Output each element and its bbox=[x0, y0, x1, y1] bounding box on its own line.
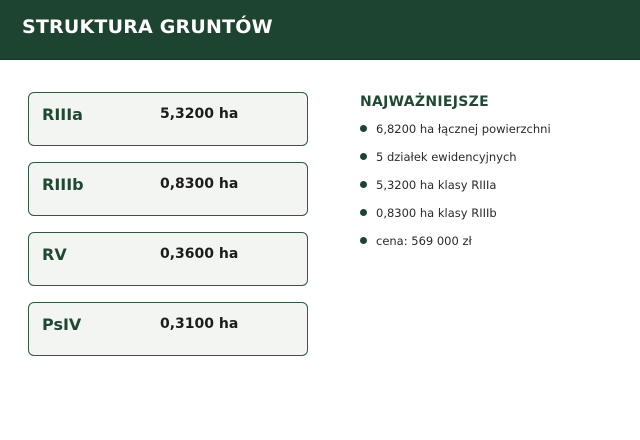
bullet-icon bbox=[360, 153, 367, 160]
summary-item bbox=[360, 178, 630, 206]
summary-list bbox=[360, 122, 630, 262]
soil-area-value: 5,3200 ha bbox=[160, 106, 239, 122]
summary-title: NAJWAŻNIEJSZE bbox=[360, 94, 489, 110]
summary-item-text: cena: 569 000 zł bbox=[376, 234, 472, 248]
summary-item-text: 6,8200 ha łącznej powierzchni bbox=[376, 122, 551, 136]
page-title: STRUKTURA GRUNTÓW bbox=[22, 16, 273, 38]
soil-area-value: 0,3100 ha bbox=[160, 316, 239, 332]
soil-class-label: RIIIb bbox=[42, 175, 84, 194]
soil-card-riiia bbox=[28, 92, 308, 146]
summary-item-text: 5 działek ewidencyjnych bbox=[376, 150, 517, 164]
soil-card-psiv bbox=[28, 302, 308, 356]
bullet-icon bbox=[360, 181, 367, 188]
summary-item bbox=[360, 150, 630, 178]
bullet-icon bbox=[360, 237, 367, 244]
summary-item bbox=[360, 234, 630, 262]
summary-panel bbox=[360, 94, 630, 262]
summary-item bbox=[360, 206, 630, 234]
bullet-icon bbox=[360, 209, 367, 216]
summary-item-text: 5,3200 ha klasy RIIIa bbox=[376, 178, 497, 192]
summary-item-text: 0,8300 ha klasy RIIIb bbox=[376, 206, 497, 220]
soil-class-list bbox=[28, 92, 308, 372]
soil-area-value: 0,3600 ha bbox=[160, 246, 239, 262]
soil-class-label: PsIV bbox=[42, 315, 82, 334]
soil-area-value: 0,8300 ha bbox=[160, 176, 239, 192]
header-bar bbox=[0, 0, 640, 60]
summary-item bbox=[360, 122, 630, 150]
soil-class-label: RV bbox=[42, 245, 67, 264]
soil-class-label: RIIIa bbox=[42, 105, 83, 124]
soil-card-rv bbox=[28, 232, 308, 286]
soil-card-riiib bbox=[28, 162, 308, 216]
bullet-icon bbox=[360, 125, 367, 132]
